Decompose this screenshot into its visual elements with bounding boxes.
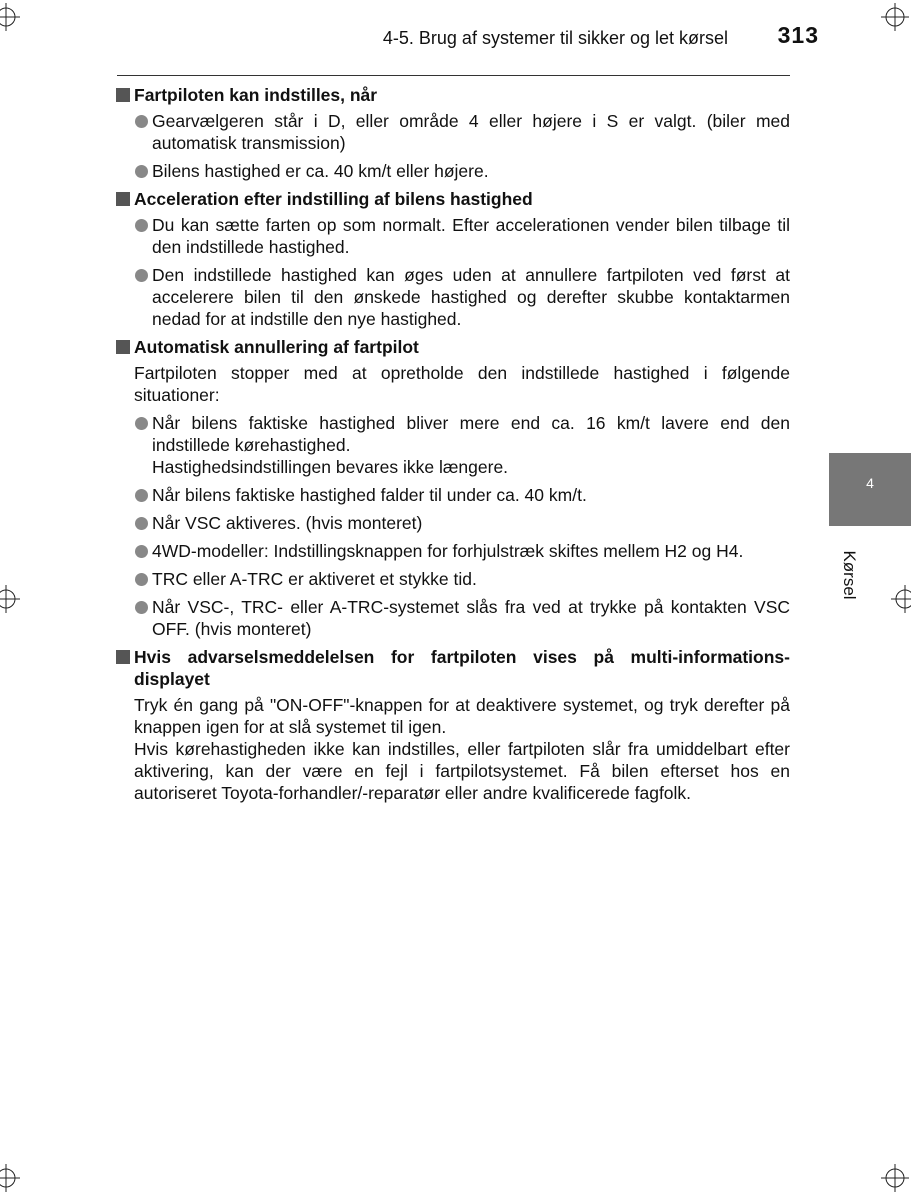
square-bullet-icon [116,340,130,354]
registration-mark-icon [881,1164,909,1192]
chapter-label: Kørsel [840,550,859,600]
section-warning-message [116,646,790,804]
section-heading: Acceleration efter indstilling af bilens hastighed [116,188,790,210]
circle-bullet-icon [135,115,148,128]
paragraph: Hvis kørehastigheden ikke kan indstilles, eller fartpiloten slår fra umiddelbart efter aktivering, kan der være en fejl i fartpilotsystemet. Få bilen efterset hos en autoriseret Toyota-forhandler/-reparatør eller andre kvalificerede fagfolk. [134,739,790,803]
chapter-tab [829,453,911,526]
registration-mark-icon [891,585,911,613]
list-item: TRC eller A-TRC er aktiveret et stykke tid. [116,568,790,590]
registration-mark-icon [0,1164,20,1192]
circle-bullet-icon [135,417,148,430]
page-number: 313 [777,22,819,48]
circle-bullet-icon [135,545,148,558]
list-item: 4WD-modeller: Indstillingsknappen for forhjulstræk skiftes mellem H2 og H4. [116,540,790,562]
circle-bullet-icon [135,489,148,502]
bullet-list [116,412,790,640]
section-heading: Automatisk annullering af fartpilot [116,336,790,358]
list-item: Den indstillede hastighed kan øges uden at annullere fartpiloten ved først at accelerere bilen til den ønskede hastighed og derefter skubbe kontaktarmen nedad for at indstille den nye hastighed. [116,264,790,330]
list-item: Når VSC aktiveres. (hvis monteret) [116,512,790,534]
square-bullet-icon [116,88,130,102]
section-intro: Fartpiloten stopper med at opretholde den indstillede hastighed i følgende situationer: [134,363,790,405]
circle-bullet-icon [135,165,148,178]
header-title: 4-5. Brug af systemer til sikker og let kørsel [382,28,728,48]
paragraph: Tryk én gang på "ON-OFF"-knappen for at deaktivere systemet, og tryk derefter på knappen igen for at slå systemet til igen. [134,695,790,737]
square-bullet-icon [116,192,130,206]
square-bullet-icon [116,650,130,664]
chapter-number: 4 [866,475,874,491]
registration-mark-icon [881,3,909,31]
bullet-list [116,214,790,330]
circle-bullet-icon [135,269,148,282]
registration-mark-icon [0,585,20,613]
circle-bullet-icon [135,573,148,586]
registration-mark-icon [0,3,20,31]
page-content [116,84,790,810]
list-item: Når bilens faktiske hastighed bliver mere end ca. 16 km/t lavere end den indstillede kørehastighed. Hastighedsindstillingen bevares ikke længere. [116,412,790,478]
list-item: Du kan sætte farten op som normalt. Efter accelerationen vender bilen tilbage til den indstillede hastighed. [116,214,790,258]
section-auto-cancel [116,336,790,640]
list-item: Når bilens faktiske hastighed falder til under ca. 40 km/t. [116,484,790,506]
circle-bullet-icon [135,601,148,614]
bullet-list [116,110,790,182]
section-conditions [116,84,790,182]
list-item: Når VSC-, TRC- eller A-TRC-systemet slås fra ved at trykke på kontakten VSC OFF. (hvis monteret) [116,596,790,640]
circle-bullet-icon [135,219,148,232]
header-divider [117,75,790,76]
circle-bullet-icon [135,517,148,530]
list-item: Gearvælgeren står i D, eller område 4 eller højere i S er valgt. (biler med automatisk transmission) [116,110,790,154]
list-item: Bilens hastighed er ca. 40 km/t eller højere. [116,160,790,182]
section-heading: Hvis advarselsmeddelelsen for fartpiloten vises på multi-informations-displayet [116,646,790,690]
section-heading: Fartpiloten kan indstilles, når [116,84,790,106]
section-acceleration [116,188,790,330]
